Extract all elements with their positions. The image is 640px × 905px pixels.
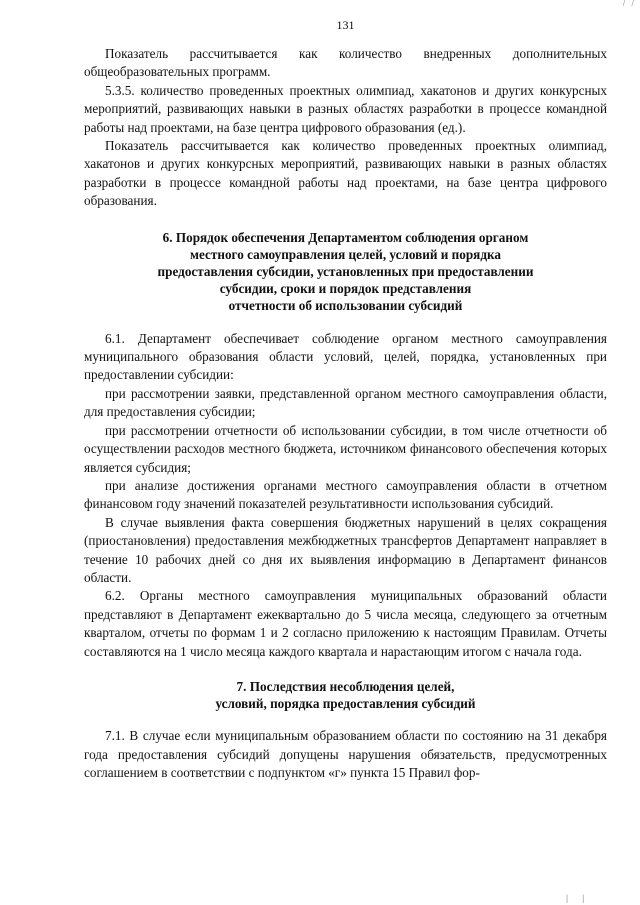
corner-scan-mark: / /	[622, 0, 636, 8]
paragraph: 6.1. Департамент обеспечивает соблюдение органом местного самоуправления муниципального образования области условий, целей, порядка, установленных при предоставлении субсидии:	[84, 330, 607, 383]
heading-line: условий, порядка предоставления субсидий	[215, 696, 476, 712]
heading-line: субсидии, сроки и порядок представления	[219, 281, 472, 297]
paragraph: Показатель рассчитывается как количество проведенных проектных олимпиад, хакатонов и других конкурсных мероприятий, развивающих навыки в разных областях разработки в процессе командной работы над проектами, на базе центра цифрового образования.	[84, 138, 607, 209]
section-6-body	[84, 330, 607, 661]
document-body	[84, 45, 607, 783]
paragraph: В случае выявления факта совершения бюджетных нарушений в целях сокращения (приостановления) предоставления межбюджетных трансфертов Департамент направляет в течение 10 рабочих дней со дня их выявления информацию в Департамент финансов области.	[84, 514, 607, 585]
section-5-continuation	[84, 45, 607, 211]
heading-line: отчетности об использовании субсидий	[228, 298, 463, 314]
heading-line: 7. Последствия несоблюдения целей,	[236, 678, 455, 694]
heading-line: 6. Порядок обеспечения Департаментом соблюдения органом	[162, 229, 529, 245]
paragraph: при анализе достижения органами местного самоуправления области в отчетном финансовом году значений показателей результативности использования субсидий.	[84, 477, 607, 512]
section-7-heading	[84, 678, 607, 712]
paragraph: при рассмотрении отчетности об использовании субсидии, в том числе отчетности об осуществлении расходов местного бюджета, источником финансового обеспечения которых является субсидия;	[84, 422, 607, 475]
heading-line: местного самоуправления целей, условий и порядка	[190, 246, 501, 262]
heading-line: предоставления субсидии, установленных при предоставлении	[157, 264, 534, 280]
section-6-heading	[84, 229, 607, 315]
paragraph: 6.2. Органы местного самоуправления муниципальных образований области представляют в Департамент ежеквартально до 5 числа месяца, следующего за отчетным кварталом, отчеты по формам 1 и 2 согласно приложению к настоящим Правилам. Отчеты составляются на 1 число месяца каждого квартала и нарастающим итогом с начала года.	[84, 588, 607, 659]
section-7-body	[84, 727, 607, 782]
bottom-scan-mark: | |	[566, 893, 590, 903]
paragraph: 5.3.5. количество проведенных проектных олимпиад, хакатонов и других конкурсных мероприятий, развивающих навыки в разных областях разработки в процессе командной работы над проектами, на базе центра цифрового образования (ед.).	[84, 82, 607, 135]
paragraph: 7.1. В случае если муниципальным образованием области по состоянию на 31 декабря года предоставления субсидий допущены нарушения обязательств, предусмотренных соглашением в соответствии с подпунктом «г» пункта 15 Правил фор-	[84, 728, 607, 781]
page-number: 131	[336, 18, 355, 32]
paragraph: при рассмотрении заявки, представленной органом местного самоуправления области, для предоставления субсидии;	[84, 385, 607, 420]
paragraph: Показатель рассчитывается как количество внедренных дополнительных общеобразовательных программ.	[84, 46, 607, 80]
